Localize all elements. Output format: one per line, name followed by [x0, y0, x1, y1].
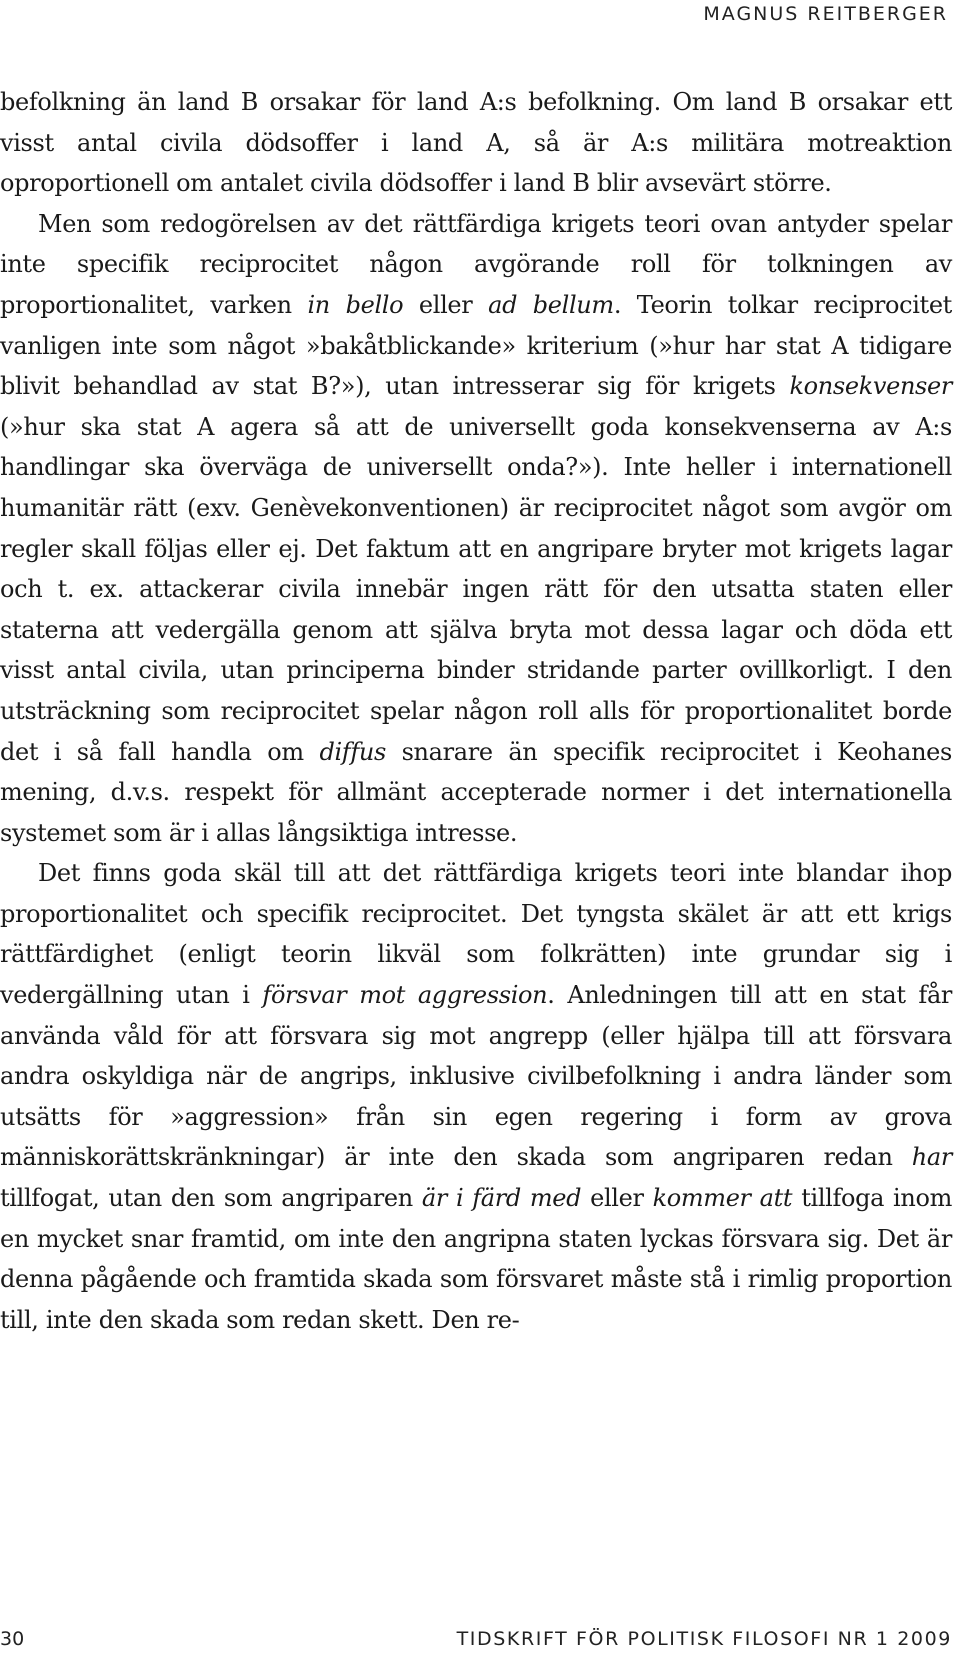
- text-run: tillfoga inom en mycket snar framtid, om inte den angripna staten lyckas försvara sig. Det är denna pågående och framtida skada som försvaret måste stå i rimlig proportion till, inte den skada som redan skett. Den re-: [0, 1184, 953, 1334]
- running-head-author: MAGNUS REITBERGER: [703, 3, 948, 25]
- italic-term: har: [911, 1143, 952, 1172]
- paragraph-p3: [0, 853, 952, 1340]
- text-run: . Anledningen till att en stat får använda våld för att försvara sig mot angrepp (eller hjälpa till att försvara andra oskyldiga när de angrips, inklusive civilbefolkning i andra länder som utsätts för »aggression» från sin egen regering i form av grova människorättskränkningar) är inte den skada som angriparen redan: [0, 981, 953, 1172]
- text-run: eller: [403, 290, 489, 319]
- italic-term: in bello: [307, 290, 404, 319]
- text-run: tillfogat, utan den som angriparen: [0, 1184, 422, 1213]
- italic-term: ad bellum: [488, 290, 614, 319]
- body-text: [0, 82, 952, 1340]
- italic-term: försvar mot aggression: [262, 981, 548, 1010]
- page-footer: [0, 1624, 952, 1654]
- italic-term: konsekvenser: [789, 372, 952, 401]
- italic-term: kommer att: [652, 1184, 793, 1213]
- paragraph-p2: [0, 204, 952, 854]
- text-run: befolkning än land B orsakar för land A:s befolkning. Om land B orsakar ett visst antal civila dödsoffer i land A, så är A:s militära motreaktion oproportionell om antalet civila dödsoffer i land B blir avsevärt större.: [0, 88, 952, 198]
- text-run: . Teorin tolkar reciprocitet vanligen inte som något »bakåtblickande» kriterium (»hur har stat A tidigare blivit behandlad av stat B?»), utan intresserar sig för krigets: [0, 290, 952, 401]
- text-run: eller: [581, 1184, 653, 1213]
- page-number: 30: [0, 1628, 25, 1650]
- text-run: Det finns goda skäl till att det rättfärdiga krigets teori inte blandar ihop proportionalitet och specifik reciprocitet. Det tyngsta skälet är att ett krigs rättfärdighet (enligt teorin likväl som folkrätten) inte grundar sig i vedergällning utan i: [0, 859, 952, 1010]
- journal-info: TIDSKRIFT FÖR POLITISK FILOSOFI NR 1 2009: [456, 1628, 952, 1650]
- text-run: Men som redogörelsen av det rättfärdiga krigets teori ovan antyder spelar inte specifik reciprocitet någon avgörande roll för tolkningen av proportionalitet, varken: [0, 209, 952, 319]
- italic-term: är i färd med: [421, 1184, 582, 1213]
- text-run: (»hur ska stat A agera så att de universellt goda konsekvenserna av A:s handlingar ska överväga de universellt onda?»). Inte heller i internationell humanitär rätt (exv. Genèvekonventionen) är reciprocitet något som avgör om regler skall följas eller ej. Det faktum att en angripare bryter mot krigets lagar och t. ex. attackerar civila innebär ingen rätt för den utsatta staten eller staterna att vedergälla genom att själva bryta mot dessa lagar och döda ett visst antal civila, utan principerna binder stridande parter ovillkorligt. I den utsträckning som reciprocitet spelar någon roll alls för proportionalitet borde det i så fall handla om: [0, 412, 952, 766]
- paragraph-p1: [0, 82, 952, 204]
- italic-term: diffus: [319, 737, 386, 766]
- text-run: snarare än specifik reciprocitet i Keohanes mening, d.v.s. respekt för allmänt accepterade normer i det internationella systemet som är i allas långsiktiga intresse.: [0, 737, 952, 847]
